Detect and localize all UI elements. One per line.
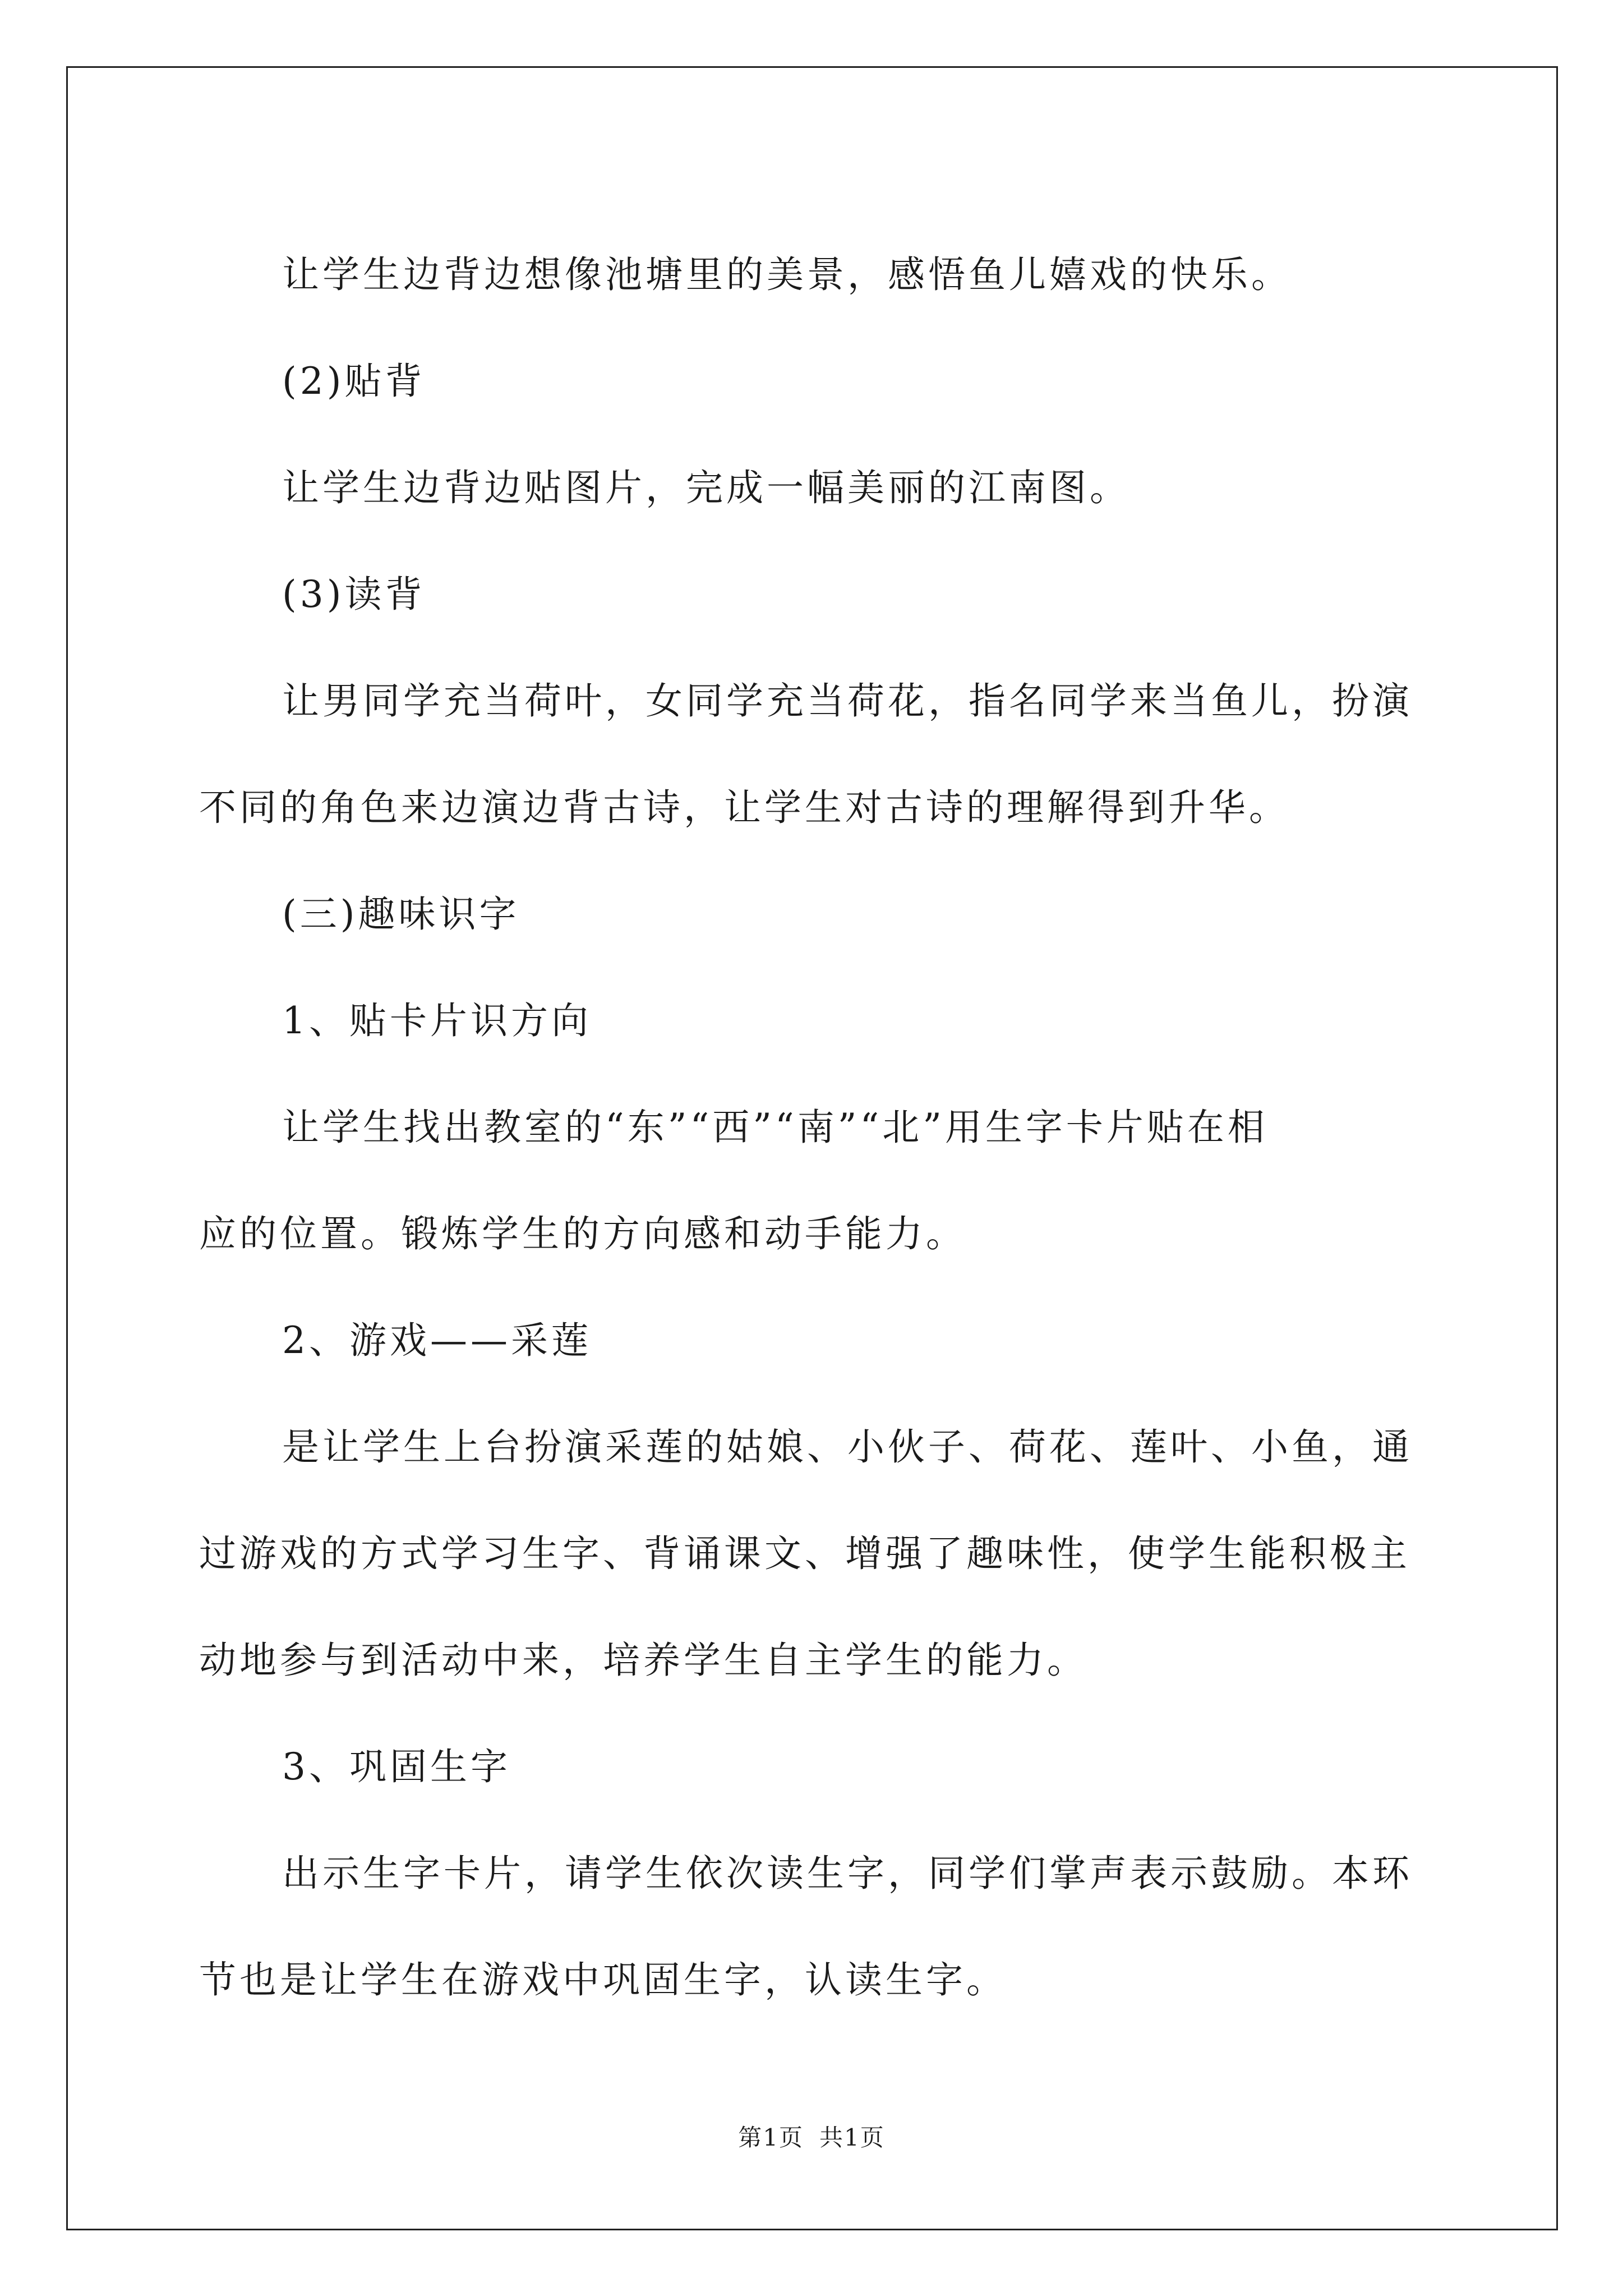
paragraph-continuation: 节也是让学生在游戏中巩固生字，认读生字。 — [199, 1958, 1007, 2001]
paragraph: 让学生找出教室的“东”“西”“南”“北”用生字卡片贴在相 — [282, 1106, 1268, 1149]
subheading: 1、贴卡片识方向 — [282, 999, 592, 1042]
paragraph: 是让学生上台扮演采莲的姑娘、小伙子、荷花、莲叶、小鱼，通 — [282, 1425, 1413, 1469]
subheading: (2)贴背 — [282, 360, 426, 403]
subheading: 3、巩固生字 — [282, 1745, 511, 1788]
page-total: 共1页 — [819, 2124, 885, 2151]
paragraph: 让男同学充当荷叶，女同学充当荷花，指名同学来当鱼儿，扮演 — [282, 679, 1413, 723]
subheading: (3)读背 — [282, 573, 426, 616]
paragraph-continuation: 过游戏的方式学习生字、背诵课文、增强了趣味性，使学生能积极主 — [199, 1532, 1410, 1575]
paragraph: 让学生边背边想像池塘里的美景，感悟鱼儿嬉戏的快乐。 — [282, 253, 1292, 296]
page-footer — [0, 2119, 1623, 2153]
page-number: 第1页 — [738, 2124, 804, 2151]
paragraph-continuation: 应的位置。锻炼学生的方向感和动手能力。 — [199, 1212, 966, 1255]
subheading: 2、游戏——采莲 — [282, 1319, 592, 1362]
section-heading: (三)趣味识字 — [282, 892, 520, 936]
paragraph: 出示生字卡片，请学生依次读生字，同学们掌声表示鼓励。本环 — [282, 1852, 1413, 1895]
document-body — [199, 222, 1422, 2033]
paragraph: 让学生边背边贴图片，完成一幅美丽的江南图。 — [282, 466, 1130, 509]
paragraph-continuation: 不同的角色来边演边背古诗，让学生对古诗的理解得到升华。 — [199, 786, 1289, 829]
paragraph-continuation: 动地参与到活动中来，培养学生自主学生的能力。 — [199, 1639, 1087, 1682]
